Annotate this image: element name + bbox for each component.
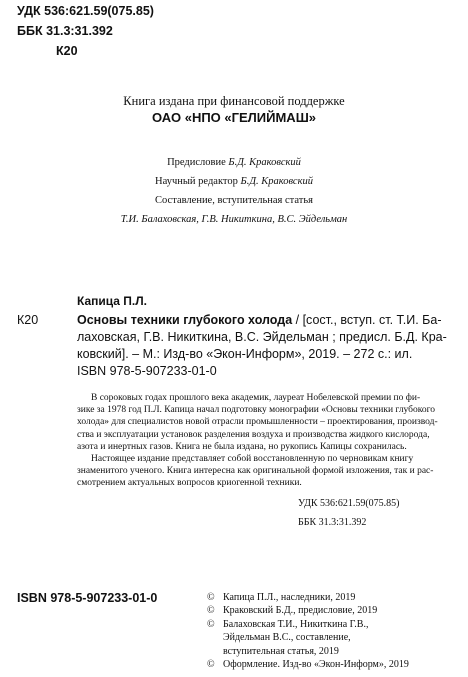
annotation-p2-line: Настоящее издание представляет собой восстановленную по черновикам книгу [91,454,414,465]
annotation-paragraph-2 [77,453,461,490]
catalog-isbn: ISBN 978-5-907233-01-0 [77,364,217,378]
copyright-continuation [207,645,409,658]
annotation-p1-line: зике за 1978 год П.Л. Капица начал подготовку монографии «Основы техники глубокого [77,405,436,416]
copyright-text: Оформление. Изд-во «Экон-Информ», 2019 [223,659,409,671]
copyright-text: Балаховская Т.И., Никиткина Г.В., [223,618,369,630]
support-notice-line1: Книга издана при финансовой поддержке [123,94,345,108]
credit-preface-name: Б.Д. Краковский [228,157,301,168]
copyright-text: Эйдельман В.С., составление, [223,632,351,644]
credit-editor-name: Б.Д. Краковский [240,176,313,187]
catalog-index-mark: К20 [17,313,39,327]
isbn-bottom: ISBN 978-5-907233-01-0 [17,591,158,605]
author-mark: К20 [56,44,78,58]
copyright-item [207,591,409,604]
credit-compilers-names: Т.И. Балаховская, Г.В. Никиткина, В.С. Эйдельман [120,214,348,225]
copyright-item [207,658,409,671]
copyright-continuation [207,631,409,644]
annotation-bbk: ББК 31.3:31.392 [298,517,367,528]
catalog-title: Основы техники глубокого холода [77,313,293,327]
credit-editor [0,175,468,188]
credit-compilers-label: Составление, вступительная статья [155,195,313,206]
copyright-symbol: © [207,659,215,671]
annotation-p1-line: холода» для специалистов новой отрасли промышленности – проектирования, производ- [77,417,438,428]
credit-preface-label: Предисловие [167,157,229,168]
annotation-p1-line: ства и эксплуатации установок разделения воздуха и производства жидкого кислорода, [77,429,430,440]
copyright-symbol: © [207,605,215,617]
copyright-text: вступительная статья, 2019 [223,645,339,657]
credit-editor-label: Научный редактор [155,176,241,187]
catalog-line-2: лаховская, Г.В. Никиткина, В.С. Эйдельман ; предисл. Б.Д. Кра- [77,330,447,344]
catalog-line-1-rest: / [сост., вступ. ст. Т.И. Ба- [292,313,442,327]
bbk-code: ББК 31.3:31.392 [17,24,113,38]
copyright-list [207,591,409,671]
annotation-p2-line: смотрением актуальных вопросов криогенной техники. [77,478,302,489]
udk-code: УДК 536:621.59(075.85) [17,4,154,18]
annotation [77,392,461,490]
annotation-p2-line: знаменитого ученого. Книга интересна как оригинальной формой изложения, так и рас- [77,466,434,477]
credit-preface [0,156,468,169]
annotation-udk: УДК 536:621.59(075.85) [298,498,400,509]
copyright-text: Краковский Б.Д., предисловие, 2019 [223,605,378,617]
catalog-author: Капица П.Л. [77,294,148,308]
catalog-line-3: ковский]. – М.: Изд-во «Экон-Информ», 2019. – 272 с.: ил. [77,347,413,361]
annotation-p1-line: В сороковых годах прошлого века академик, лауреат Нобелевской премии по фи- [91,393,421,403]
annotation-p1-line: азота и инертных газов. Книга не была издана, но рукопись Капицы сохранилась. [77,441,407,452]
catalog-line-1 [77,312,459,329]
annotation-paragraph-1 [77,392,461,453]
copyright-item [207,618,409,631]
catalog-description [77,312,459,380]
copyright-symbol: © [207,592,215,603]
copyright-text: Капица П.Л., наследники, 2019 [223,592,356,603]
copyright-item [207,604,409,617]
support-notice-sponsor: ОАО «НПО «ГЕЛИЙМАШ» [151,110,316,125]
copyright-symbol: © [207,618,215,630]
